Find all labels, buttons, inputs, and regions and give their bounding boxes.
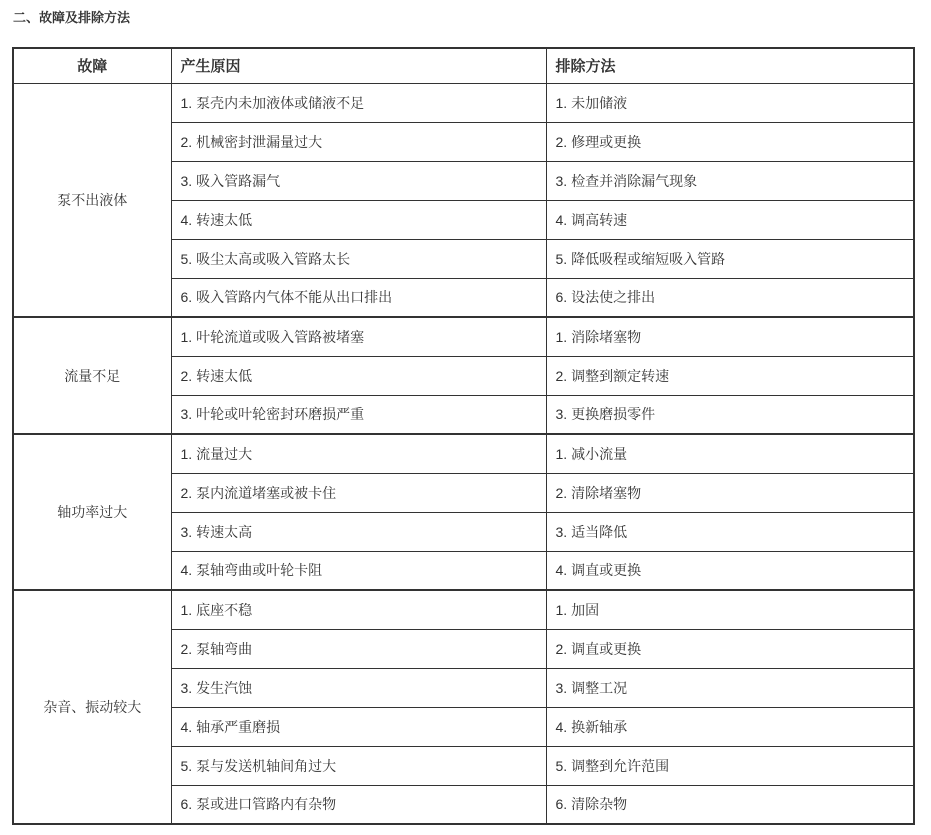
cause-cell: 2. 泵内流道堵塞或被卡住	[171, 473, 546, 512]
cause-cell: 1. 叶轮流道或吸入管路被堵塞	[171, 317, 546, 356]
header-remedy: 排除方法	[546, 48, 914, 83]
remedy-cell: 4. 换新轴承	[546, 707, 914, 746]
fault-cell: 泵不出液体	[13, 83, 171, 317]
cause-cell: 3. 转速太高	[171, 512, 546, 551]
cause-cell: 5. 泵与发送机轴间角过大	[171, 746, 546, 785]
remedy-cell: 6. 设法使之排出	[546, 278, 914, 317]
remedy-cell: 5. 降低吸程或缩短吸入管路	[546, 239, 914, 278]
remedy-cell: 3. 调整工况	[546, 668, 914, 707]
cause-cell: 3. 叶轮或叶轮密封环磨损严重	[171, 395, 546, 434]
cause-cell: 4. 转速太低	[171, 200, 546, 239]
cause-cell: 3. 发生汽蚀	[171, 668, 546, 707]
cause-cell: 1. 底座不稳	[171, 590, 546, 629]
remedy-cell: 4. 调直或更换	[546, 551, 914, 590]
table-row	[13, 590, 914, 629]
cause-cell: 1. 泵壳内未加液体或储液不足	[171, 83, 546, 122]
cause-cell: 4. 泵轴弯曲或叶轮卡阻	[171, 551, 546, 590]
header-cause: 产生原因	[171, 48, 546, 83]
fault-cell: 轴功率过大	[13, 434, 171, 590]
remedy-cell: 1. 未加储液	[546, 83, 914, 122]
cause-cell: 6. 吸入管路内气体不能从出口排出	[171, 278, 546, 317]
fault-cell: 流量不足	[13, 317, 171, 434]
page-title: 二、故障及排除方法	[13, 10, 131, 25]
table-row	[13, 317, 914, 356]
table-row	[13, 83, 914, 122]
header-row	[13, 48, 914, 83]
cause-cell: 6. 泵或进口管路内有杂物	[171, 785, 546, 824]
remedy-cell: 2. 调直或更换	[546, 629, 914, 668]
remedy-cell: 2. 修理或更换	[546, 122, 914, 161]
cause-cell: 2. 转速太低	[171, 356, 546, 395]
cause-cell: 5. 吸尘太高或吸入管路太长	[171, 239, 546, 278]
remedy-cell: 1. 消除堵塞物	[546, 317, 914, 356]
fault-remedy-table	[12, 47, 915, 825]
table-header	[13, 48, 914, 83]
remedy-cell: 3. 适当降低	[546, 512, 914, 551]
remedy-cell: 2. 清除堵塞物	[546, 473, 914, 512]
cause-cell: 1. 流量过大	[171, 434, 546, 473]
table-row	[13, 434, 914, 473]
cause-cell: 4. 轴承严重磨损	[171, 707, 546, 746]
remedy-cell: 3. 检查并消除漏气现象	[546, 161, 914, 200]
remedy-cell: 6. 清除杂物	[546, 785, 914, 824]
cause-cell: 2. 泵轴弯曲	[171, 629, 546, 668]
fault-cell: 杂音、振动较大	[13, 590, 171, 824]
header-fault: 故障	[13, 48, 171, 83]
remedy-cell: 4. 调高转速	[546, 200, 914, 239]
remedy-cell: 5. 调整到允许范围	[546, 746, 914, 785]
remedy-cell: 1. 减小流量	[546, 434, 914, 473]
remedy-cell: 2. 调整到额定转速	[546, 356, 914, 395]
remedy-cell: 3. 更换磨损零件	[546, 395, 914, 434]
remedy-cell: 1. 加固	[546, 590, 914, 629]
cause-cell: 2. 机械密封泄漏量过大	[171, 122, 546, 161]
cause-cell: 3. 吸入管路漏气	[171, 161, 546, 200]
